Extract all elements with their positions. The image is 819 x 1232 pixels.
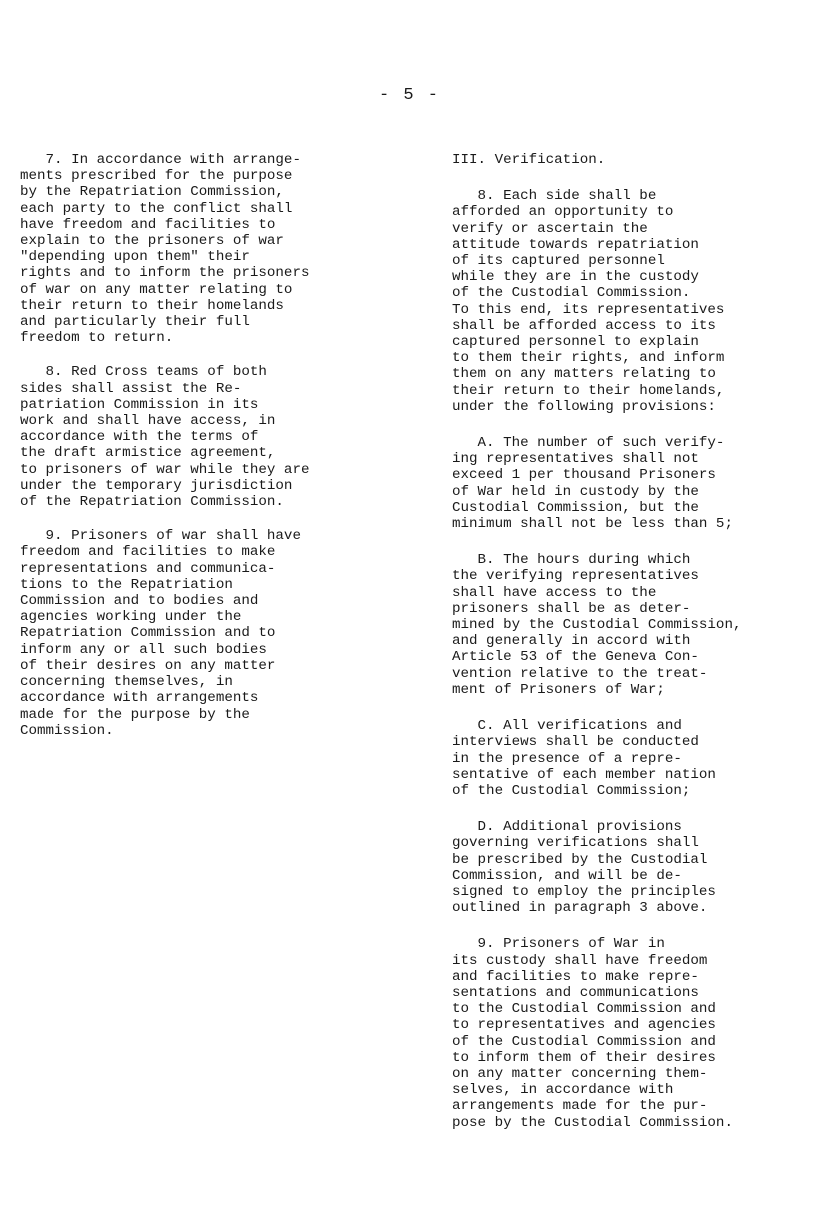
text-line: exceed 1 per thousand Prisoners (452, 467, 716, 484)
text-line: vention relative to the treat- (452, 665, 708, 682)
text-line: interviews shall be conducted (452, 734, 699, 751)
left-column (20, 152, 380, 739)
text-line: prisoners shall be as deter- (452, 600, 691, 617)
text-line: governing verifications shall (452, 835, 699, 852)
text-line: attitude towards repatriation (452, 236, 699, 253)
text-line: and generally in accord with (452, 633, 691, 650)
text-line: to them their rights, and inform (452, 350, 725, 367)
text-line: on any matter concerning them- (452, 1065, 708, 1082)
paragraph-gap (452, 916, 812, 936)
text-line: of the Repatriation Commission. (20, 494, 284, 511)
text-line: have freedom and facilities to (20, 216, 276, 233)
heading-line: III. Verification. (452, 152, 606, 168)
text-line: the draft armistice agreement, (20, 445, 276, 462)
text-line: verify or ascertain the (452, 220, 648, 237)
text-line: Commission and to bodies and (20, 593, 259, 610)
text-line: tions to the Repatriation (20, 576, 233, 593)
text-line: while they are in the custody (452, 269, 699, 286)
text-line: of War held in custody by the (452, 483, 699, 500)
paragraph (452, 819, 812, 916)
text-line: representations and communica- (20, 560, 276, 577)
text-line: and facilities to make repre- (452, 968, 699, 985)
text-line: of their desires on any matter (20, 657, 276, 674)
text-line: sentative of each member nation (452, 766, 716, 783)
text-line: to inform them of their desires (452, 1049, 716, 1066)
paragraph (20, 528, 380, 739)
text-line: 8. Red Cross teams of both (20, 364, 267, 381)
paragraph-gap (20, 510, 380, 528)
text-line: its custody shall have freedom (452, 952, 708, 969)
paragraph (452, 188, 812, 415)
text-line: arrangements made for the pur- (452, 1098, 708, 1115)
text-line: of the Custodial Commission and (452, 1033, 716, 1050)
text-line: sentations and communications (452, 984, 699, 1001)
text-line: made for the purpose by the (20, 706, 250, 723)
text-line: and particularly their full (20, 314, 250, 331)
text-line: of the Custodial Commission. (452, 285, 691, 302)
text-line: ment of Prisoners of War; (452, 681, 665, 698)
text-line: Commission. (20, 722, 114, 739)
paragraph-gap (452, 415, 812, 435)
text-line: agencies working under the (20, 609, 242, 626)
text-line: freedom to return. (20, 330, 174, 347)
text-line: under the temporary jurisdiction (20, 477, 293, 494)
text-line: explain to the prisoners of war (20, 233, 284, 250)
text-line: minimum shall not be less than 5; (452, 516, 733, 533)
text-line: outlined in paragraph 3 above. (452, 900, 708, 917)
text-line: captured personnel to explain (452, 334, 699, 351)
paragraph-gap (20, 346, 380, 364)
text-line: them on any matters relating to (452, 366, 716, 383)
text-line: C. All verifications and (452, 718, 682, 735)
paragraph-gap (452, 168, 812, 188)
text-line: Repatriation Commission and to (20, 625, 276, 642)
text-line: their return to their homelands (20, 297, 284, 314)
text-line: B. The hours during which (452, 552, 691, 569)
text-line: Custodial Commission, but the (452, 499, 699, 516)
paragraph-gap (452, 532, 812, 552)
text-line: 9. Prisoners of war shall have (20, 528, 301, 545)
text-line: Article 53 of the Geneva Con- (452, 649, 699, 666)
text-line: "depending upon them" their (20, 249, 250, 266)
right-column (452, 152, 812, 1131)
text-line: accordance with the terms of (20, 429, 259, 446)
text-line: Commission, and will be de- (452, 867, 682, 884)
text-line: afforded an opportunity to (452, 204, 674, 221)
text-line: D. Additional provisions (452, 819, 682, 836)
paragraph (20, 152, 380, 346)
text-line: 9. Prisoners of War in (452, 936, 665, 953)
text-line: of the Custodial Commission; (452, 782, 691, 799)
text-line: concerning themselves, in (20, 674, 233, 691)
text-line: mined by the Custodial Commission, (452, 617, 742, 634)
text-line: signed to employ the principles (452, 883, 716, 900)
text-line: 8. Each side shall be (452, 188, 657, 205)
text-line: 7. In accordance with arrange- (20, 152, 301, 168)
page-number: - 5 - (378, 86, 440, 105)
text-line: freedom and facilities to make (20, 544, 276, 561)
paragraph-gap (452, 698, 812, 718)
text-line: to prisoners of war while they are (20, 461, 310, 478)
text-line: rights and to inform the prisoners (20, 265, 310, 282)
paragraph-gap (452, 799, 812, 819)
text-line: To this end, its representatives (452, 301, 725, 318)
text-line: to the Custodial Commission and (452, 1001, 716, 1018)
text-line: the verifying representatives (452, 568, 699, 585)
text-line: of war on any matter relating to (20, 281, 293, 298)
text-line: in the presence of a repre- (452, 750, 682, 767)
text-line: A. The number of such verify- (452, 435, 725, 452)
text-line: to representatives and agencies (452, 1017, 716, 1034)
text-line: under the following provisions: (452, 398, 716, 415)
text-line: pose by the Custodial Commission. (452, 1114, 733, 1131)
text-line: sides shall assist the Re- (20, 380, 242, 397)
text-line: accordance with arrangements (20, 690, 259, 707)
paragraph (452, 435, 812, 532)
text-line: work and shall have access, in (20, 413, 276, 430)
text-line: ing representatives shall not (452, 451, 699, 468)
paragraph (20, 364, 380, 510)
text-line: be prescribed by the Custodial (452, 851, 708, 868)
text-line: their return to their homelands, (452, 382, 725, 399)
text-line: each party to the conflict shall (20, 200, 293, 217)
text-line: of its captured personnel (452, 253, 665, 270)
paragraph (452, 552, 812, 698)
paragraph (452, 718, 812, 799)
text-line: ments prescribed for the purpose (20, 168, 293, 185)
text-line: selves, in accordance with (452, 1082, 674, 1099)
section-heading (452, 152, 812, 168)
text-line: shall be afforded access to its (452, 317, 716, 334)
text-line: shall have access to the (452, 584, 657, 601)
text-line: inform any or all such bodies (20, 641, 267, 658)
text-line: by the Repatriation Commission, (20, 184, 284, 201)
text-line: patriation Commission in its (20, 396, 259, 413)
paragraph (452, 936, 812, 1130)
